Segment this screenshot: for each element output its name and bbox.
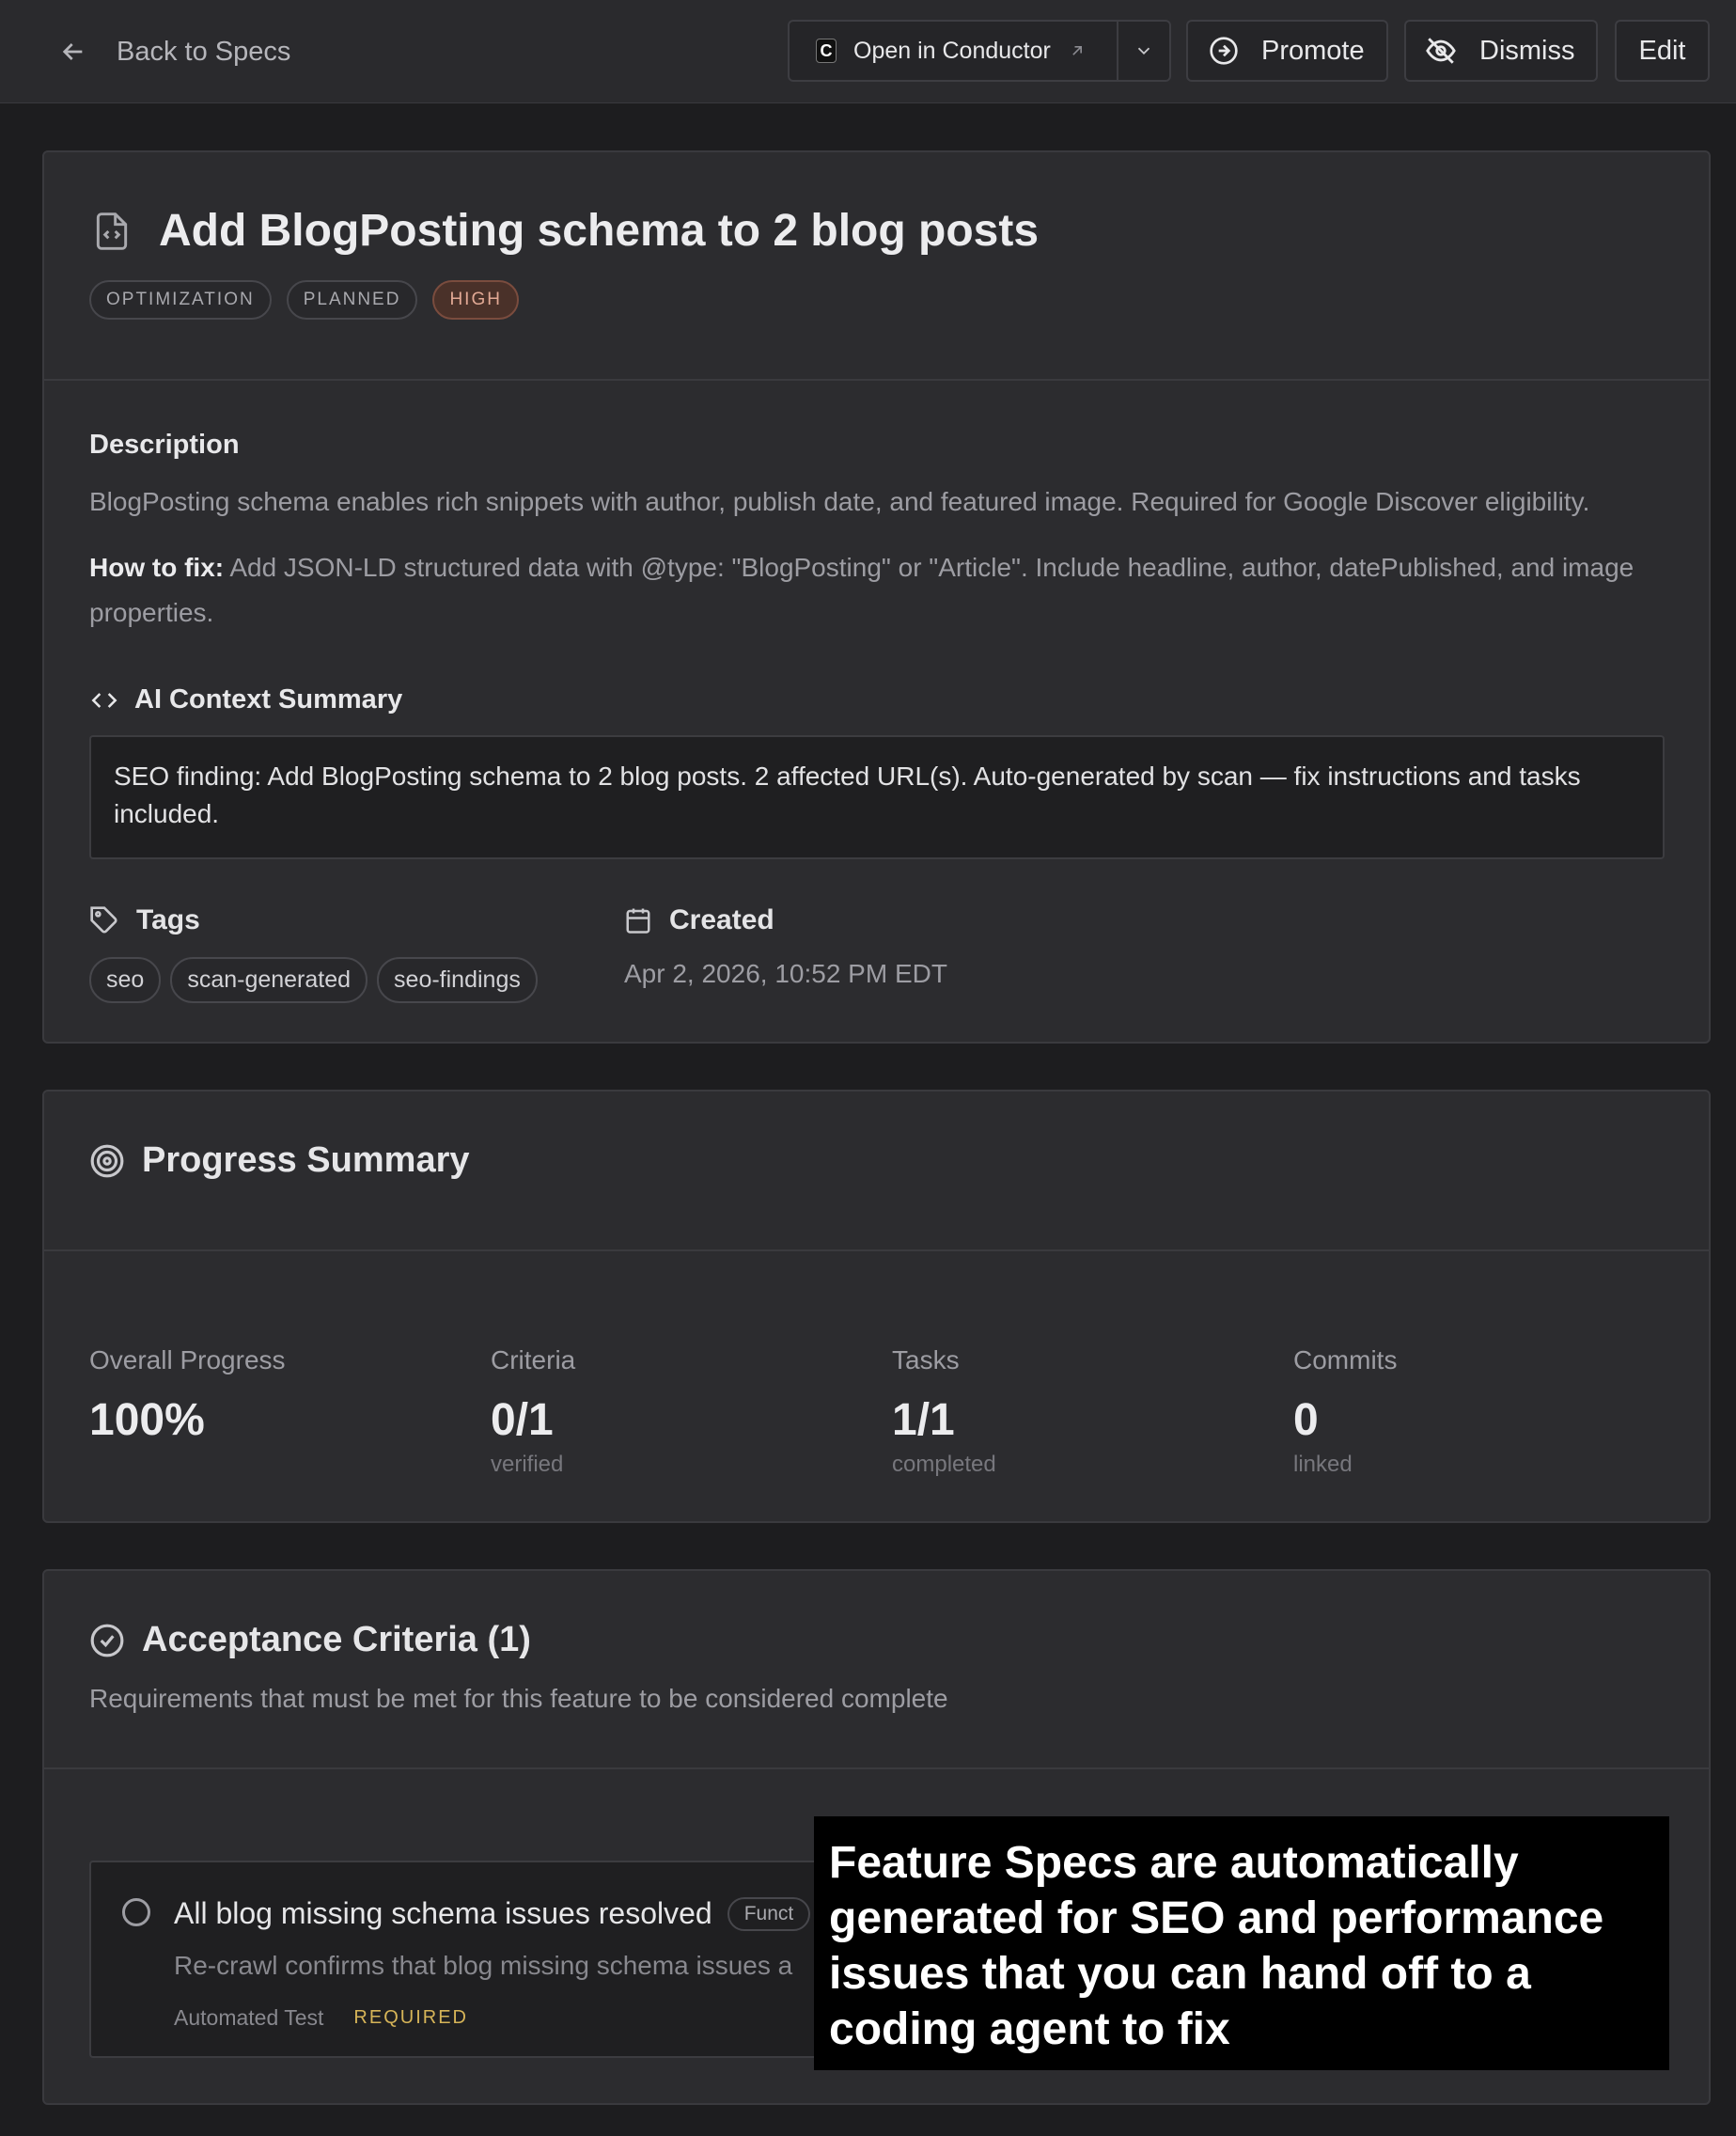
how-to-fix-label: How to fix: bbox=[89, 553, 225, 582]
open-in-conductor-button-group bbox=[788, 20, 1171, 82]
conductor-dropdown-button[interactable] bbox=[1118, 22, 1169, 80]
criterion-description: Re-crawl confirms that blog missing schema issues a bbox=[174, 1951, 793, 1980]
acceptance-criteria-subtitle: Requirements that must be met for this feature to be considered complete bbox=[89, 1684, 948, 1713]
created-heading bbox=[624, 904, 774, 936]
tag-chip[interactable]: scan-generated bbox=[170, 957, 368, 1003]
stat-tasks bbox=[892, 1345, 1268, 1478]
promote-label: Promote bbox=[1261, 35, 1365, 66]
promote-button[interactable] bbox=[1186, 20, 1388, 82]
progress-summary-card bbox=[42, 1090, 1711, 1523]
open-in-conductor-button[interactable] bbox=[790, 22, 1118, 80]
criterion-type-badge: Funct bbox=[727, 1897, 811, 1931]
tag-chip[interactable]: seo bbox=[89, 957, 161, 1003]
caption-overlay: Feature Specs are automatically generated for SEO and performance issues that you can hand off to a coding agent to fix bbox=[814, 1816, 1669, 2070]
stat-label: Commits bbox=[1293, 1345, 1398, 1374]
divider bbox=[44, 1249, 1709, 1251]
edit-label: Edit bbox=[1638, 35, 1686, 66]
target-icon bbox=[89, 1143, 125, 1179]
eye-off-icon bbox=[1425, 35, 1457, 67]
stat-label: Overall Progress bbox=[89, 1345, 286, 1374]
tags-label: Tags bbox=[136, 904, 200, 935]
tag-chip[interactable]: seo-findings bbox=[377, 957, 538, 1003]
category-badge: OPTIMIZATION bbox=[89, 280, 272, 320]
back-label: Back to Specs bbox=[117, 36, 291, 67]
required-badge: REQUIRED bbox=[353, 2007, 468, 2028]
spec-details-card bbox=[42, 150, 1711, 1044]
stat-sublabel: linked bbox=[1293, 1452, 1353, 1477]
page-title: Add BlogPosting schema to 2 blog posts bbox=[159, 206, 1040, 256]
spec-title-row bbox=[91, 205, 1039, 257]
tag-icon bbox=[89, 905, 119, 935]
stat-value: 100% bbox=[89, 1395, 205, 1445]
stat-value: 1/1 bbox=[892, 1395, 955, 1445]
external-link-icon bbox=[1068, 41, 1087, 60]
tag-list bbox=[89, 957, 538, 1003]
divider bbox=[44, 1767, 1709, 1769]
status-badge: PLANNED bbox=[287, 280, 418, 320]
status-badges bbox=[89, 280, 519, 320]
stat-commits bbox=[1293, 1345, 1669, 1478]
criterion-status-radio[interactable] bbox=[122, 1898, 150, 1926]
how-to-fix-body: Add JSON-LD structured data with @type: "BlogPosting" or "Article". Include headline, author, datePublished, and image properties. bbox=[89, 553, 1634, 627]
file-code-icon bbox=[91, 208, 133, 255]
ai-context-label: AI Context Summary bbox=[134, 684, 403, 715]
tags-heading bbox=[89, 904, 200, 936]
progress-summary-title: Progress Summary bbox=[142, 1140, 470, 1180]
created-timestamp: Apr 2, 2026, 10:52 PM EDT bbox=[624, 959, 947, 988]
stat-label: Criteria bbox=[491, 1345, 576, 1374]
acceptance-criteria-heading bbox=[89, 1620, 531, 1660]
ai-context-heading bbox=[89, 684, 402, 715]
back-to-specs-link[interactable] bbox=[58, 30, 290, 73]
dismiss-button[interactable] bbox=[1404, 20, 1598, 82]
stat-sublabel: completed bbox=[892, 1452, 996, 1477]
how-to-fix-text bbox=[89, 545, 1687, 636]
description-text: BlogPosting schema enables rich snippets with author, publish date, and featured image. Required for Google Discover eligibility. bbox=[89, 487, 1590, 516]
acceptance-criteria-title: Acceptance Criteria (1) bbox=[142, 1620, 531, 1659]
created-label: Created bbox=[669, 904, 774, 935]
edit-button[interactable] bbox=[1615, 20, 1710, 82]
priority-badge: HIGH bbox=[432, 280, 519, 320]
check-circle-icon bbox=[89, 1623, 125, 1658]
stat-label: Tasks bbox=[892, 1345, 960, 1374]
top-bar bbox=[0, 0, 1736, 103]
stat-criteria bbox=[491, 1345, 867, 1478]
calendar-icon bbox=[624, 905, 652, 935]
criterion-title: All blog missing schema issues resolved bbox=[174, 1896, 712, 1930]
criterion-meta bbox=[174, 2005, 468, 2031]
stat-sublabel: verified bbox=[491, 1452, 564, 1477]
stat-value: 0 bbox=[1293, 1395, 1319, 1445]
arrow-left-icon bbox=[58, 37, 88, 67]
ai-context-summary: SEO finding: Add BlogPosting schema to 2 blog posts. 2 affected URL(s). Auto-generated by scan — fix instructions and tasks included. bbox=[89, 735, 1665, 859]
criterion-verification-type: Automated Test bbox=[174, 2005, 324, 2030]
stat-value: 0/1 bbox=[491, 1395, 554, 1445]
divider bbox=[44, 379, 1709, 381]
chevron-down-icon bbox=[1134, 40, 1154, 61]
code-icon bbox=[89, 687, 119, 714]
conductor-label: Open in Conductor bbox=[853, 37, 1051, 64]
dismiss-label: Dismiss bbox=[1479, 35, 1575, 66]
criterion-title-row bbox=[174, 1896, 810, 1931]
conductor-logo-icon: C bbox=[816, 39, 837, 63]
stat-overall-progress bbox=[89, 1345, 465, 1446]
description-heading: Description bbox=[89, 430, 240, 460]
arrow-right-circle-icon bbox=[1209, 36, 1239, 66]
progress-summary-heading bbox=[89, 1140, 470, 1181]
